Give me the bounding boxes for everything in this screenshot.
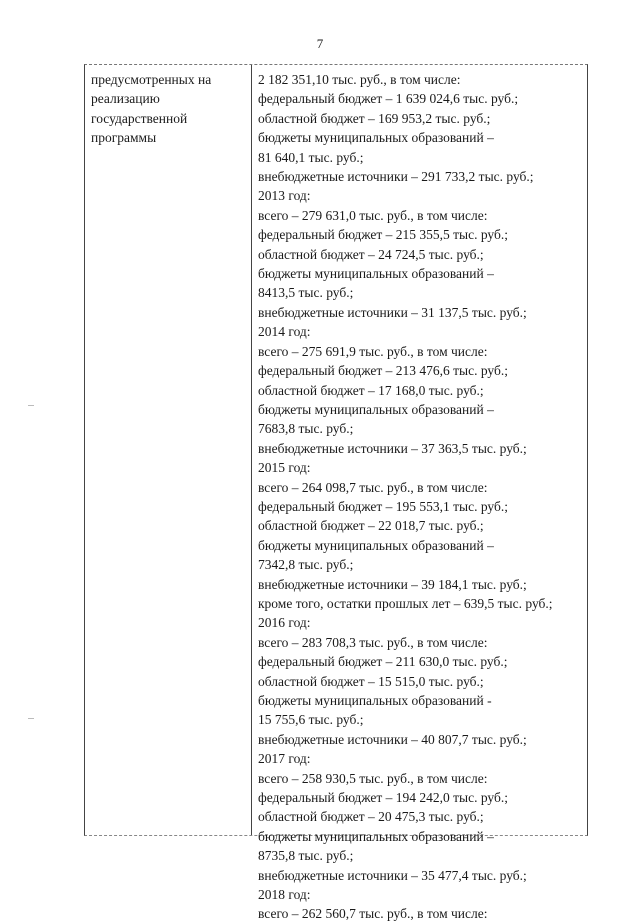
funding-line: областной бюджет – 17 168,0 тыс. руб.; bbox=[258, 382, 484, 398]
funding-line: федеральный бюджет – 194 242,0 тыс. руб.; bbox=[258, 790, 508, 806]
funding-line: 7342,8 тыс. руб.; bbox=[258, 557, 354, 573]
funding-line: всего – 275 691,9 тыс. руб., в том числе: bbox=[258, 343, 488, 359]
funding-line: всего – 264 098,7 тыс. руб., в том числе: bbox=[258, 479, 488, 495]
funding-line: внебюджетные источники – 39 184,1 тыс. руб.; bbox=[258, 576, 527, 592]
funding-line: 15 755,6 тыс. руб.; bbox=[258, 712, 364, 728]
funding-line: областной бюджет – 15 515,0 тыс. руб.; bbox=[258, 673, 484, 689]
funding-line: всего – 258 930,5 тыс. руб., в том числе: bbox=[258, 770, 488, 786]
funding-line: 8735,8 тыс. руб.; bbox=[258, 848, 354, 864]
funding-line: 2015 год: bbox=[258, 460, 311, 476]
funding-line: 2014 год: bbox=[258, 324, 311, 340]
funding-line: областной бюджет – 169 953,2 тыс. руб.; bbox=[258, 110, 491, 126]
funding-line: областной бюджет – 20 475,3 тыс. руб.; bbox=[258, 809, 484, 825]
funding-line: 2017 год: bbox=[258, 751, 311, 767]
funding-line: федеральный бюджет – 215 355,5 тыс. руб.; bbox=[258, 227, 508, 243]
funding-line: внебюджетные источники – 37 363,5 тыс. руб.; bbox=[258, 440, 527, 456]
funding-line: 2 182 351,10 тыс. руб., в том числе: bbox=[258, 72, 461, 87]
funding-line: федеральный бюджет – 211 630,0 тыс. руб.; bbox=[258, 654, 508, 670]
margin-mark bbox=[28, 405, 34, 406]
funding-line: областной бюджет – 22 018,7 тыс. руб.; bbox=[258, 518, 484, 534]
funding-line: 7683,8 тыс. руб.; bbox=[258, 421, 354, 437]
funding-line: федеральный бюджет – 195 553,1 тыс. руб.; bbox=[258, 498, 508, 514]
page-number: 7 bbox=[316, 36, 324, 51]
funding-line: бюджеты муниципальных образований – bbox=[258, 401, 494, 417]
funding-line: областной бюджет – 24 724,5 тыс. руб.; bbox=[258, 246, 484, 262]
left-column-line: реализацию bbox=[91, 91, 160, 107]
funding-line: 8413,5 тыс. руб.; bbox=[258, 285, 354, 301]
margin-mark bbox=[28, 718, 34, 719]
funding-line: кроме того, остатки прошлых лет – 639,5 тыс. руб.; bbox=[258, 595, 553, 611]
column-divider bbox=[251, 65, 252, 835]
funding-line: бюджеты муниципальных образований – bbox=[258, 130, 494, 146]
left-column bbox=[91, 70, 247, 148]
funding-line: внебюджетные источники – 35 477,4 тыс. руб.; bbox=[258, 867, 527, 883]
funding-line: федеральный бюджет – 213 476,6 тыс. руб.; bbox=[258, 363, 508, 379]
funding-line: всего – 262 560,7 тыс. руб., в том числе: bbox=[258, 906, 488, 922]
left-column-line: государственной bbox=[91, 110, 188, 126]
funding-line: внебюджетные источники – 291 733,2 тыс. руб.; bbox=[258, 169, 534, 185]
funding-line: бюджеты муниципальных образований – bbox=[258, 537, 494, 553]
funding-line: 2016 год: bbox=[258, 615, 311, 631]
funding-line: внебюджетные источники – 31 137,5 тыс. руб.; bbox=[258, 304, 527, 320]
funding-line: 81 640,1 тыс. руб.; bbox=[258, 149, 364, 165]
funding-line: внебюджетные источники – 40 807,7 тыс. руб.; bbox=[258, 731, 527, 747]
funding-line: федеральный бюджет – 1 639 024,6 тыс. руб.; bbox=[258, 91, 519, 107]
funding-line: бюджеты муниципальных образований – bbox=[258, 266, 494, 282]
right-column bbox=[258, 70, 586, 924]
left-column-line: программы bbox=[91, 130, 157, 146]
funding-line: всего – 279 631,0 тыс. руб., в том числе: bbox=[258, 207, 488, 223]
left-column-line: предусмотренных на bbox=[91, 72, 212, 87]
funding-line: бюджеты муниципальных образований – bbox=[258, 828, 494, 844]
funding-table bbox=[84, 64, 588, 922]
funding-line: 2013 год: bbox=[258, 188, 311, 204]
funding-line: всего – 283 708,3 тыс. руб., в том числе: bbox=[258, 634, 488, 650]
funding-line: 2018 год: bbox=[258, 887, 311, 903]
funding-line: бюджеты муниципальных образований - bbox=[258, 693, 492, 708]
